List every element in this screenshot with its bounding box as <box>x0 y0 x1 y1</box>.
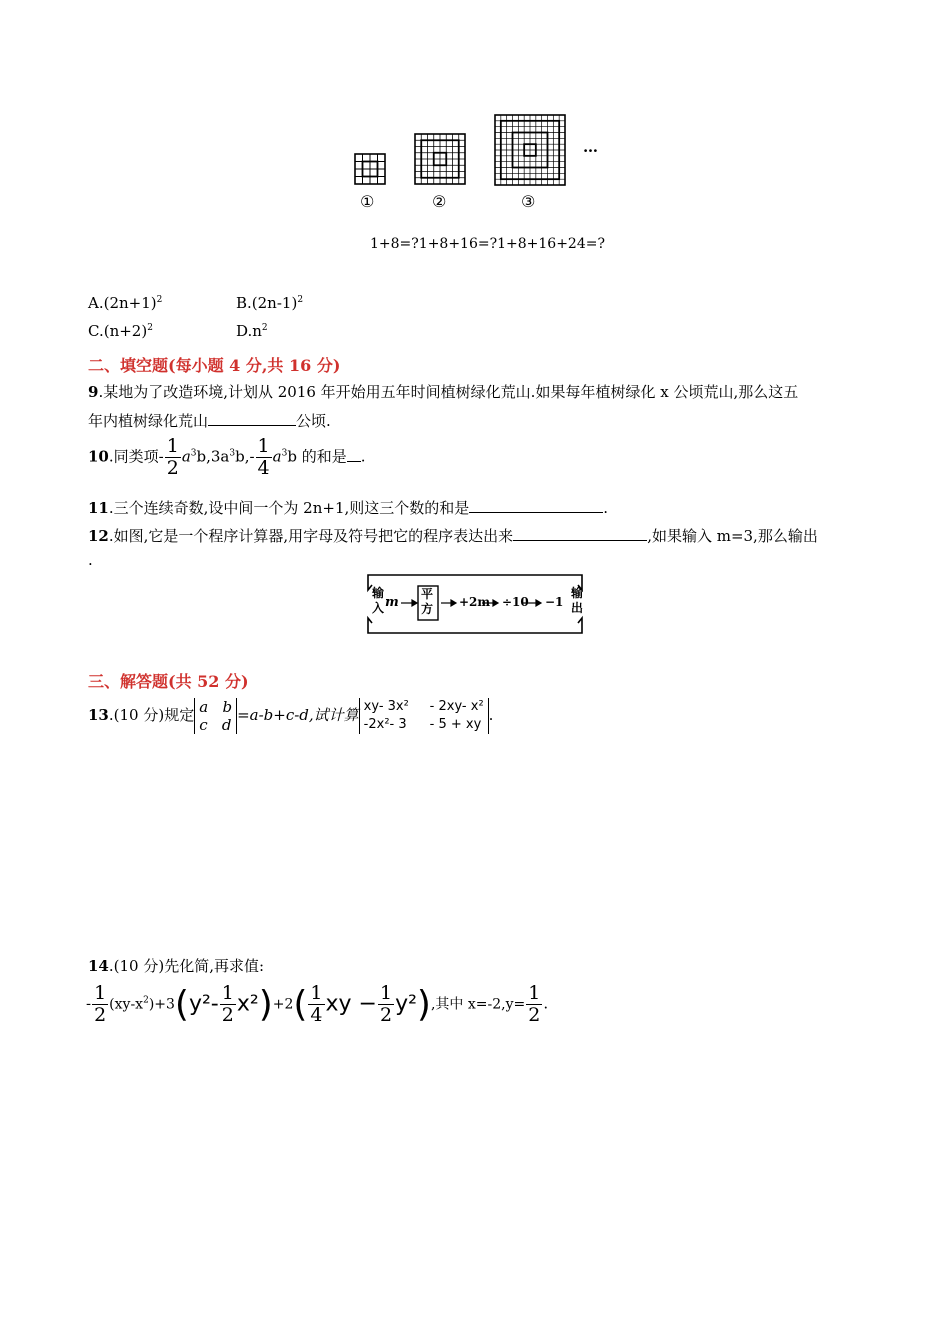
expr-part-1: (xy-x <box>109 996 144 1013</box>
fraction-denominator: 2 <box>379 1004 393 1026</box>
option-a-exponent: 2 <box>156 295 163 305</box>
expr-fraction-4 <box>378 984 394 1025</box>
det-entry-11: xy- 3x² <box>363 699 409 714</box>
expr-fraction-5 <box>526 984 542 1025</box>
expr-part-1-end: )+3 <box>148 996 175 1013</box>
grid-figure-2 <box>415 134 465 184</box>
question-13 <box>88 698 493 734</box>
question-12-text-a: .如图,它是一个程序计算器,用字母及符号把它的程序表达出来 <box>108 527 514 545</box>
question-14-expression <box>86 984 548 1025</box>
expr-paren-close-1: ) <box>258 983 273 1025</box>
question-10 <box>88 437 365 478</box>
question-11-end: . <box>603 499 609 517</box>
expr-y-squared: y²- <box>188 991 219 1017</box>
expr-plus-2: +2 <box>272 996 294 1013</box>
question-13-number: 13 <box>88 706 109 724</box>
option-c <box>88 322 153 340</box>
determinant-row-1 <box>199 698 232 716</box>
question-9-number: 9 <box>88 383 99 401</box>
section-3-title: 三、解答题(共 52 分) <box>88 672 249 691</box>
fraction-numerator: 1 <box>379 982 393 1004</box>
expr-paren-open-2: ( <box>293 983 308 1025</box>
determinant-expression <box>359 698 489 734</box>
figure-label-3: ③ <box>521 192 536 211</box>
expr-end: . <box>543 994 549 1013</box>
flow-step-divide-10: ÷10 <box>502 595 529 609</box>
term-1-tail: b,3a <box>196 447 230 466</box>
option-c-exponent: 2 <box>147 323 153 333</box>
question-14-number: 14 <box>88 957 109 975</box>
term-2-exponent: 3 <box>229 448 236 459</box>
question-9-text-a: 年内植树绿化荒山 <box>88 412 209 430</box>
fraction-denominator: 2 <box>94 1004 107 1026</box>
expr-part-1-exponent: 2 <box>143 995 149 1006</box>
grid-pattern-diagram <box>340 110 610 220</box>
determinant-expression-row-1 <box>364 698 484 716</box>
det-b: b <box>222 698 233 716</box>
fraction-numerator: 1 <box>257 435 270 457</box>
det-a: a <box>199 698 209 716</box>
question-9-line2 <box>88 410 331 431</box>
term-1-base: a <box>181 447 191 466</box>
figure-caption: 1+8=?1+8+16=?1+8+16+24=? <box>370 236 605 252</box>
option-a <box>88 294 162 312</box>
question-14-line1: .(10 分)先化简,再求值: <box>108 957 265 975</box>
expr-minus: - <box>86 994 92 1013</box>
flow-step-minus-1: −1 <box>545 595 564 609</box>
question-10-end: . <box>360 447 366 466</box>
grid-figure-3-lines <box>495 115 565 185</box>
question-11-text: .三个连续奇数,设中间一个为 2n+1,则这三个数的和是 <box>108 499 470 517</box>
term-3-exponent: 3 <box>281 448 288 459</box>
det-entry-12: - 2xy- x² <box>429 699 484 714</box>
det-d: d <box>221 716 232 734</box>
determinant-definition <box>194 698 237 734</box>
question-12-blank <box>513 526 647 541</box>
figure-label-2: ② <box>432 192 447 211</box>
question-9-blank <box>208 411 296 426</box>
det-entry-21: -2x²- 3 <box>363 717 407 732</box>
option-c-text: C.(n+2) <box>88 322 148 340</box>
fraction-numerator: 1 <box>221 982 234 1004</box>
determinant-expression-row-2 <box>364 716 484 734</box>
expr-paren-open-1: ( <box>174 983 189 1025</box>
expr-condition: ,其中 x=-2,y= <box>430 996 526 1013</box>
flow-variable-m: m <box>385 595 399 610</box>
fraction-denominator: 4 <box>310 1004 323 1026</box>
question-13-end: . <box>488 706 494 724</box>
term-3-base: a <box>272 447 282 466</box>
fraction-one-half <box>165 437 181 478</box>
grid-figure-3 <box>495 115 565 185</box>
option-d <box>236 322 268 340</box>
fraction-denominator: 2 <box>528 1004 541 1026</box>
fraction-numerator: 1 <box>94 982 107 1004</box>
fraction-denominator: 4 <box>257 457 270 479</box>
fraction-numerator: 1 <box>528 982 541 1004</box>
expr-y-squared-2: y² <box>395 991 417 1017</box>
expr-xy: xy − <box>325 991 377 1017</box>
question-11 <box>88 497 608 518</box>
expr-fraction-3 <box>308 984 324 1025</box>
flow-step-plus-2m: +2m <box>459 595 491 609</box>
fraction-numerator: 1 <box>310 982 323 1004</box>
option-b-exponent: 2 <box>297 295 304 305</box>
option-d-exponent: 2 <box>261 323 268 333</box>
question-14 <box>88 955 264 976</box>
question-10-blank <box>347 447 361 462</box>
term-1-exponent: 3 <box>190 448 197 459</box>
expr-fraction-2 <box>220 984 236 1025</box>
expr-fraction-1 <box>92 984 108 1025</box>
question-10-number: 10 <box>88 447 109 466</box>
figure-label-1: ① <box>360 192 375 211</box>
grid-figure-1 <box>355 154 385 184</box>
question-11-blank <box>469 498 603 513</box>
question-12-number: 12 <box>88 527 109 545</box>
question-9 <box>88 381 798 402</box>
det-entry-22: - 5 + xy <box>429 717 482 732</box>
flow-output-label: 输出 <box>571 586 584 615</box>
question-12-line2: . <box>88 551 93 569</box>
question-13-rule: =a-b+c-d,试计算 <box>237 706 359 724</box>
fraction-denominator: 2 <box>221 1004 234 1026</box>
figure-ellipsis: … <box>583 138 598 156</box>
flow-square-box: 平方 <box>421 587 434 616</box>
fraction-one-quarter <box>256 437 272 478</box>
term-2-tail: b,- <box>235 447 255 466</box>
fraction-numerator: 1 <box>166 435 179 457</box>
question-9-line1: .某地为了改造环境,计划从 2016 年开始用五年时间植树绿化荒山.如果每年植树绿化 x 公顷荒山,那么这五 <box>98 383 799 401</box>
option-b-text: B.(2n-1) <box>236 294 298 312</box>
question-12 <box>88 525 818 546</box>
det-c: c <box>199 716 208 734</box>
question-13-prefix: .(10 分)规定 <box>108 706 195 724</box>
expr-x-squared: x² <box>236 991 259 1017</box>
expr-paren-close-2: ) <box>416 983 431 1025</box>
fraction-denominator: 2 <box>166 457 179 479</box>
option-d-text: D.n <box>236 322 262 340</box>
option-a-text: A.(2n+1) <box>88 294 157 312</box>
question-11-number: 11 <box>88 499 109 517</box>
question-12-text-b: ,如果输入 m=3,那么输出 <box>647 527 818 545</box>
section-2-title: 二、填空题(每小题 4 分,共 16 分) <box>88 356 341 375</box>
option-b <box>236 294 303 312</box>
question-9-text-b: 公顷. <box>296 412 331 430</box>
flow-input-label: 输入 <box>372 586 385 615</box>
question-10-prefix: .同类项- <box>108 447 164 466</box>
term-3-tail: b 的和是 <box>287 447 347 466</box>
determinant-row-2 <box>199 716 232 734</box>
